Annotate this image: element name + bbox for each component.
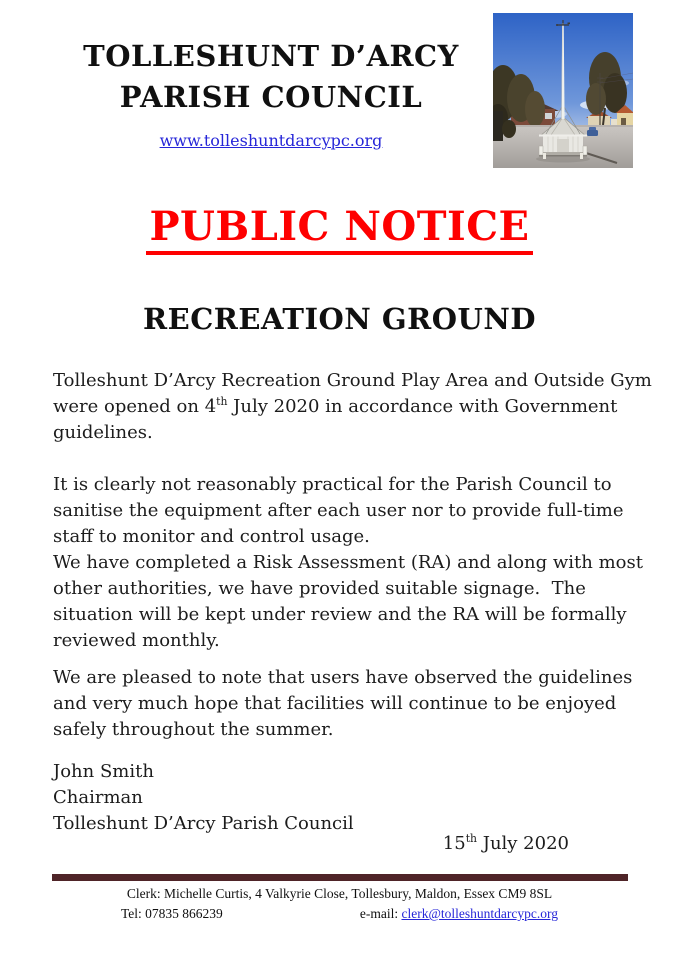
signatory-name: John Smith [53, 761, 154, 782]
maypole-photo [493, 13, 633, 168]
body-line: sanitise the equipment after each user nor to provide full-time [53, 500, 624, 521]
body-line: other authorities, we have provided suitable signage. The [53, 578, 586, 599]
body-line: safely throughout the summer. [53, 719, 334, 740]
body-line: guidelines. [53, 422, 153, 443]
paragraph-risk-assessment [53, 472, 643, 654]
body-line: were opened on 4th July 2020 in accordance with Government [53, 395, 618, 417]
maypole-photo-svg [493, 13, 633, 168]
body-line: We are pleased to note that users have observed the guidelines [53, 667, 633, 688]
council-name-line1: TOLLESHUNT D’ARCY [83, 39, 459, 73]
recreation-ground-subheading: RECREATION GROUND [143, 302, 536, 336]
clerk-telephone: Tel: 07835 866239 [121, 906, 223, 921]
body-line: It is clearly not reasonably practical for the Parish Council to [53, 474, 612, 495]
body-line: situation will be kept under review and the RA will be formally [53, 604, 627, 625]
ordinal-superscript: th [465, 832, 477, 845]
paragraph-opening [53, 368, 652, 446]
email-label: e-mail: [359, 906, 402, 921]
clerk-email-link[interactable]: clerk@tolleshuntdarcypc.org [401, 906, 558, 921]
public-notice-heading-text: PUBLIC NOTICE [146, 204, 532, 255]
body-line: reviewed monthly. [53, 630, 220, 651]
body-line: We have completed a Risk Assessment (RA) and along with most [53, 552, 643, 573]
paragraph-guidelines-observed [53, 665, 638, 743]
council-name-line2: PARISH COUNCIL [119, 80, 423, 114]
council-website-link[interactable]: www.tolleshuntdarcypc.org [159, 131, 383, 150]
body-line: Tolleshunt D’Arcy Recreation Ground Play Area and Outside Gym [53, 370, 652, 391]
body-line: and very much hope that facilities will continue to be enjoyed [53, 693, 617, 714]
body-line: staff to monitor and control usage. [53, 526, 370, 547]
footer-divider-bar [52, 874, 628, 881]
footer-contact-row [121, 904, 558, 924]
ordinal-superscript: th [216, 395, 228, 408]
signature-block [53, 759, 638, 837]
signatory-role: Chairman [53, 787, 143, 808]
clerk-address: Clerk: Michelle Curtis, 4 Valkyrie Close, Tollesbury, Maldon, Essex CM9 8SL [126, 886, 553, 901]
council-header [52, 36, 490, 150]
footer [0, 884, 679, 924]
clerk-email-wrap [360, 904, 558, 924]
signatory-organisation: Tolleshunt D’Arcy Parish Council [53, 813, 354, 834]
public-notice-heading [0, 204, 679, 255]
notice-date: 15th July 2020 [442, 832, 569, 854]
